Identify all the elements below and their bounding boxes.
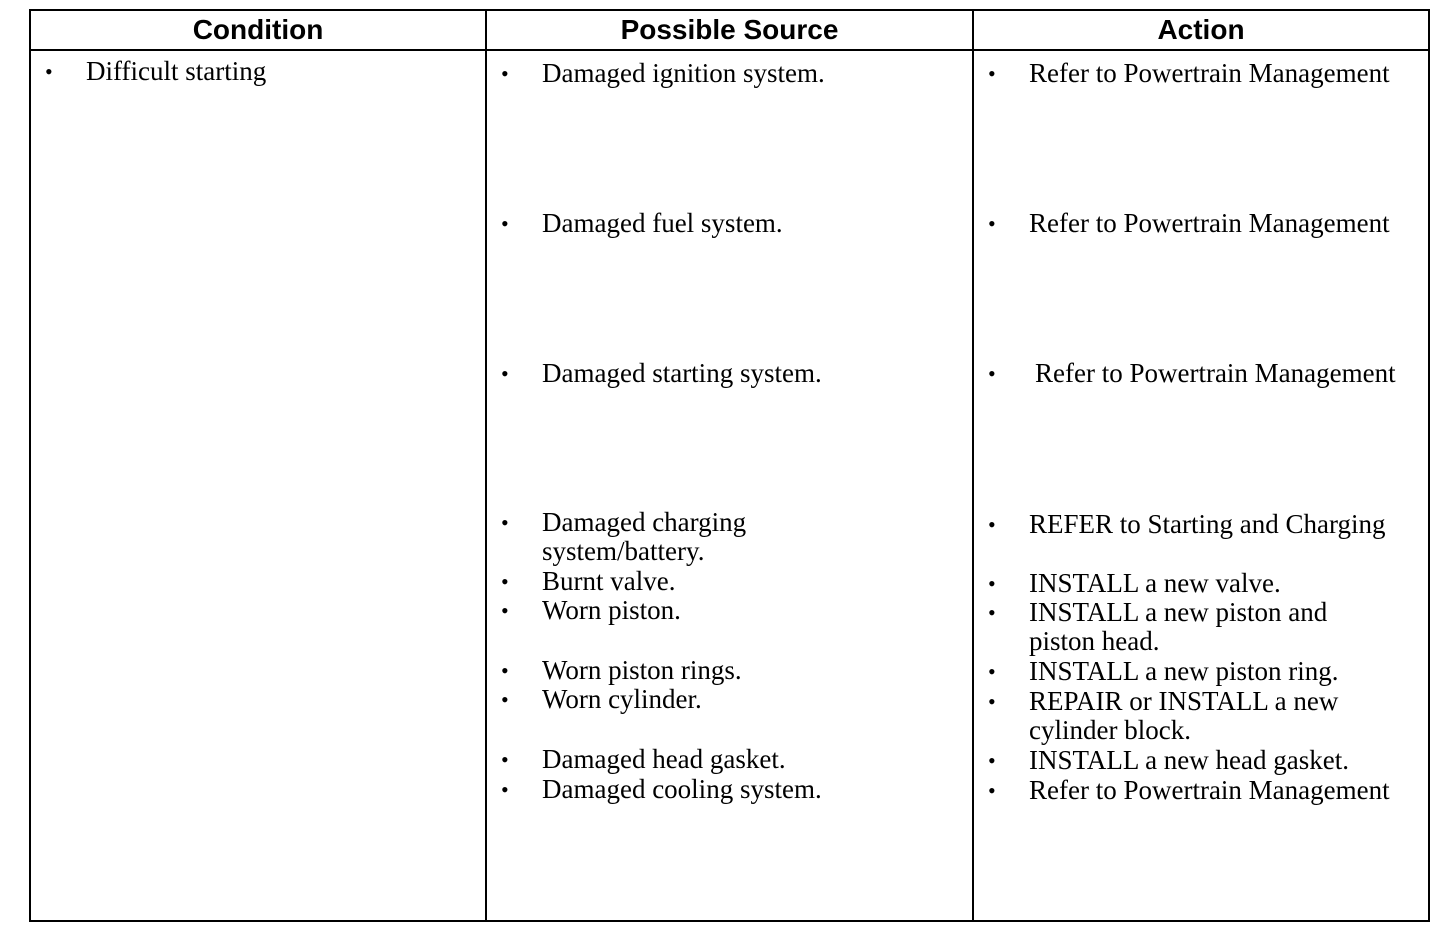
- condition-text: Difficult starting: [86, 56, 267, 86]
- source-bullet: •: [501, 598, 509, 623]
- action-bullet: •: [988, 659, 996, 684]
- action-bullet: •: [988, 61, 996, 86]
- action-item-continued: piston head.: [1029, 626, 1160, 656]
- action-bullet: •: [988, 361, 996, 386]
- source-item: Worn cylinder.: [542, 684, 702, 714]
- source-bullet: •: [501, 687, 509, 712]
- action-bullet: •: [988, 512, 996, 537]
- action-item: Refer to Powertrain Management: [1029, 208, 1390, 238]
- column-divider-2: [972, 11, 974, 920]
- action-bullet: •: [988, 211, 996, 236]
- source-bullet: •: [501, 211, 509, 236]
- action-bullet: •: [988, 689, 996, 714]
- action-bullet: •: [988, 600, 996, 625]
- source-item: Burnt valve.: [542, 566, 676, 596]
- source-item: Damaged fuel system.: [542, 208, 783, 238]
- action-item: Refer to Powertrain Management: [1029, 775, 1390, 805]
- source-item: Damaged charging: [542, 507, 747, 537]
- source-bullet: •: [501, 777, 509, 802]
- diagnosis-table: [29, 9, 1430, 922]
- action-bullet: •: [988, 571, 996, 596]
- source-bullet: •: [501, 747, 509, 772]
- source-bullet: •: [501, 658, 509, 683]
- action-item: REFER to Starting and Charging: [1029, 509, 1386, 539]
- action-item: Refer to Powertrain Management: [1029, 58, 1390, 88]
- source-item: Damaged ignition system.: [542, 58, 825, 88]
- source-item: Damaged starting system.: [542, 358, 822, 388]
- action-bullet: •: [988, 748, 996, 773]
- source-bullet: •: [501, 361, 509, 386]
- column-divider-1: [485, 11, 487, 920]
- action-item: INSTALL a new head gasket.: [1029, 745, 1349, 775]
- source-bullet: •: [501, 510, 509, 535]
- header-condition: Condition: [192, 14, 324, 45]
- source-item: Damaged cooling system.: [542, 774, 822, 804]
- header-action: Action: [1157, 14, 1245, 45]
- source-item: Damaged head gasket.: [542, 744, 786, 774]
- header-divider: [31, 49, 1428, 51]
- header-possible-source: Possible Source: [620, 14, 839, 45]
- action-item: INSTALL a new valve.: [1029, 568, 1281, 598]
- action-item: INSTALL a new piston and: [1029, 597, 1328, 627]
- action-item: INSTALL a new piston ring.: [1029, 656, 1339, 686]
- action-item-continued: cylinder block.: [1029, 715, 1191, 745]
- action-item: REPAIR or INSTALL a new: [1029, 686, 1339, 716]
- action-bullet: •: [988, 778, 996, 803]
- source-item-continued: system/battery.: [542, 536, 705, 566]
- source-item: Worn piston.: [542, 595, 681, 625]
- source-bullet: •: [501, 569, 509, 594]
- source-item: Worn piston rings.: [542, 655, 742, 685]
- action-item: Refer to Powertrain Management: [1035, 358, 1396, 388]
- condition-bullet: •: [45, 59, 53, 84]
- source-bullet: •: [501, 61, 509, 86]
